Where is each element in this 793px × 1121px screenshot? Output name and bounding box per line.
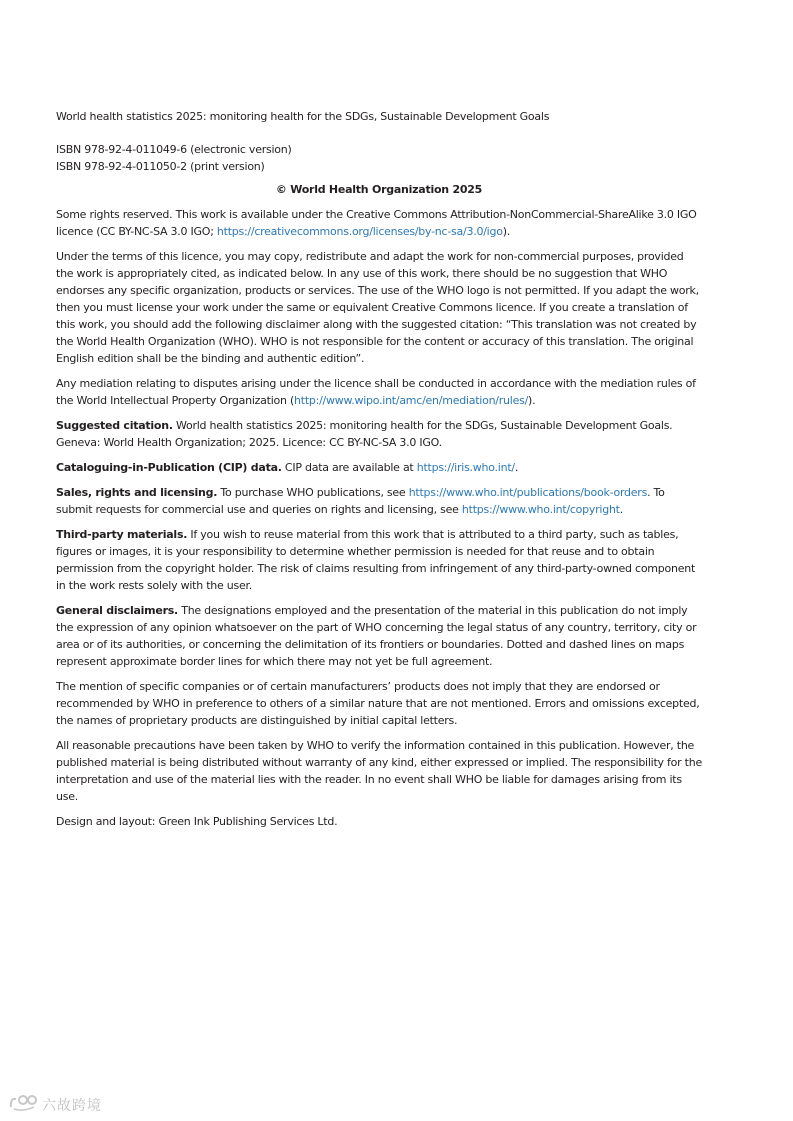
watermark-logo-icon	[8, 1094, 38, 1116]
copyright-notice: © World Health Organization 2025	[275, 183, 483, 196]
cc-licence-link[interactable]: https://creativecommons.org/licenses/by-nc-sa/3.0/igo	[216, 225, 503, 238]
wipo-mediation-link[interactable]: http://www.wipo.int/amc/en/mediation/rules/	[294, 394, 529, 407]
cip-text: CIP data are available at	[281, 461, 417, 474]
general-disclaimers-text: The designations employed and the presentation of the material in this publication do not imply the expression of any opinion whatsoever on the part of WHO concerning the legal status of any country, territory, city or area or of its authorities, or concerning the delimitation of its frontiers or boundaries. Dotted and dashed lines on maps represent approximate border lines for which there may not yet be full agreement.	[56, 604, 697, 668]
citation-paragraph	[56, 417, 702, 451]
copyright-link[interactable]: https://www.who.int/copyright	[461, 503, 620, 516]
sales-label: Sales, rights and licensing.	[56, 486, 218, 499]
sales-end: .	[619, 503, 623, 516]
sales-paragraph	[56, 484, 702, 518]
sales-text: To purchase WHO publications, see	[217, 486, 409, 499]
mediation-paragraph	[56, 375, 702, 409]
copyright-page	[56, 108, 702, 838]
citation-text: World health statistics 2025: monitoring health for the SDGs, Sustainable Development Goals. Geneva: World Health Organization; 2025. Licence: CC BY-NC-SA 3.0 IGO.	[56, 419, 673, 449]
rights-end: ).	[502, 225, 510, 238]
citation-label: Suggested citation.	[56, 419, 173, 432]
terms-paragraph: Under the terms of this licence, you may copy, redistribute and adapt the work for non-commercial purposes, provided the work is appropriately cited, as indicated below. In any use of this work, there should be no suggestion that WHO endorses any specific organization, products or services. The use of the WHO logo is not permitted. If you adapt the work, then you must license your work under the same or equivalent Creative Commons licence. If you create a translation of this work, you should add the following disclaimer along with the suggested citation: “This translation was not created by the World Health Organization (WHO). WHO is not responsible for the content or accuracy of this translation. The original English edition shall be the binding and authentic edition”.	[56, 250, 699, 365]
watermark	[8, 1094, 102, 1116]
mediation-text: Any mediation relating to disputes arising under the licence shall be conducted in accordance with the mediation rules of the World Intellectual Property Organization (	[56, 377, 696, 407]
mediation-end: ).	[528, 394, 536, 407]
general-disclaimers-paragraph	[56, 602, 702, 670]
isbn-print: ISBN 978-92-4-011050-2 (print version)	[56, 160, 265, 173]
iris-link[interactable]: https://iris.who.int/	[416, 461, 515, 474]
third-party-label: Third-party materials.	[56, 528, 188, 541]
third-party-text: If you wish to reuse material from this work that is attributed to a third party, such as tables, figures or images, it is your responsibility to determine whether permission is needed for that reuse and to obtain permission from the copyright holder. The risk of claims resulting from infringement of any third-party-owned component in the work rests solely with the user.	[56, 528, 696, 592]
isbn-electronic: ISBN 978-92-4-011049-6 (electronic version)	[56, 143, 292, 156]
general-disclaimers-label: General disclaimers.	[56, 604, 178, 617]
mention-paragraph: The mention of specific companies or of certain manufacturers’ products does not imply that they are endorsed or recommended by WHO in preference to others of a similar nature that are not mentioned. Errors and omissions excepted, the names of proprietary products are distinguished by initial capital letters.	[56, 680, 700, 727]
book-orders-link[interactable]: https://www.who.int/publications/book-orders	[408, 486, 648, 499]
cip-label: Cataloguing-in-Publication (CIP) data.	[56, 461, 282, 474]
design-credit: Design and layout: Green Ink Publishing Services Ltd.	[56, 815, 338, 828]
rights-paragraph	[56, 206, 702, 240]
cip-paragraph	[56, 459, 702, 476]
publication-title: World health statistics 2025: monitoring health for the SDGs, Sustainable Development Goals	[56, 110, 550, 123]
third-party-paragraph	[56, 526, 702, 594]
cip-end: .	[514, 461, 519, 474]
sales-text-2: . To submit requests for commercial use and queries on rights and licensing, see	[56, 486, 665, 516]
precautions-paragraph: All reasonable precautions have been taken by WHO to verify the information contained in this publication. However, the published material is being distributed without warranty of any kind, either expressed or implied. The responsibility for the interpretation and use of the material lies with the reader. In no event shall WHO be liable for damages arising from its use.	[56, 739, 702, 803]
watermark-text: 六故跨境	[42, 1098, 102, 1114]
rights-text: Some rights reserved. This work is available under the Creative Commons Attribution-NonCommercial-ShareAlike 3.0 IGO licence (CC BY-NC-SA 3.0 IGO;	[56, 208, 697, 238]
isbn-block	[56, 141, 702, 175]
